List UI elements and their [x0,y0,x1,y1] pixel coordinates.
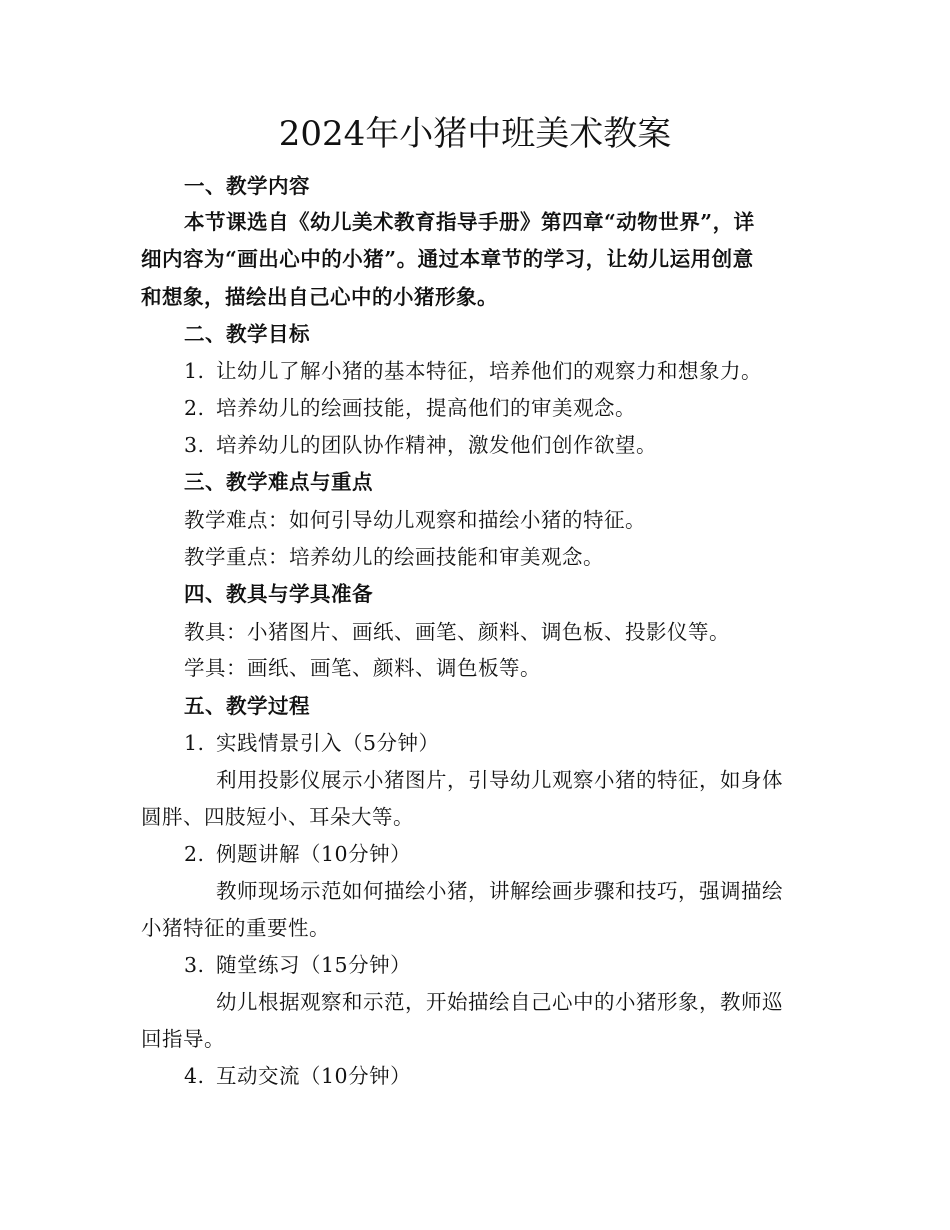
section-heading-process: 五、教学过程 [184,694,310,718]
process-step-title [184,840,411,868]
content-paragraph-line-2: 细内容为“画出心中的小猪”。通过本章节的学习，让幼儿运用创意 [141,247,754,271]
process-step-title [184,951,411,979]
step-number: 2. [184,842,205,866]
objective-text: 培养幼儿的绘画技能，提高他们的审美观念。 [216,396,636,420]
objective-number: 2. [184,396,205,420]
student-tools: 学具：画纸、画笔、颜料、调色板等。 [184,656,541,680]
section-heading-difficulty-focus: 三、教学难点与重点 [184,470,373,494]
step-title-text: 实践情景引入（5分钟） [216,731,440,755]
teaching-difficulty: 教学难点：如何引导幼儿观察和描绘小猪的特征。 [184,508,646,532]
objective-text: 培养幼儿的团队协作精神，激发他们创作欲望。 [216,433,657,457]
process-step-title [184,729,440,757]
objective-text: 让幼儿了解小猪的基本特征，培养他们的观察力和想象力。 [216,359,762,383]
content-paragraph-line-3: 和想象，描绘出自己心中的小猪形象。 [141,285,498,309]
objective-number: 1. [184,359,205,383]
step-number: 3. [184,953,205,977]
objective-number: 3. [184,433,205,457]
step-description-line-2: 回指导。 [141,1027,225,1051]
teaching-focus: 教学重点：培养幼儿的绘画技能和审美观念。 [184,545,604,569]
document-title: 2024年小猪中班美术教案 [278,114,672,154]
process-step-title [184,1062,411,1090]
objective-item [184,357,762,385]
teacher-tools: 教具：小猪图片、画纸、画笔、颜料、调色板、投影仪等。 [184,620,730,644]
step-title-text: 互动交流（10分钟） [216,1064,412,1088]
step-description-line-2: 小猪特征的重要性。 [141,916,330,940]
section-heading-tools: 四、教具与学具准备 [184,582,373,606]
step-number: 4. [184,1064,205,1088]
objective-item [184,431,657,459]
step-title-text: 随堂练习（15分钟） [216,953,412,977]
section-heading-objectives: 二、教学目标 [184,322,310,346]
step-description-line-2: 圆胖、四肢短小、耳朵大等。 [141,805,414,829]
step-title-text: 例题讲解（10分钟） [216,842,412,866]
objective-item [184,394,636,422]
content-paragraph-line-1: 本节课选自《幼儿美术教育指导手册》第四章“动物世界”，详 [184,210,755,234]
step-description-line-1: 利用投影仪展示小猪图片，引导幼儿观察小猪的特征，如身体 [216,768,783,792]
step-description-line-1: 幼儿根据观察和示范，开始描绘自己心中的小猪形象，教师巡 [216,990,783,1014]
step-description-line-1: 教师现场示范如何描绘小猪，讲解绘画步骤和技巧，强调描绘 [216,879,783,903]
step-number: 1. [184,731,205,755]
section-heading-content: 一、教学内容 [184,174,310,198]
